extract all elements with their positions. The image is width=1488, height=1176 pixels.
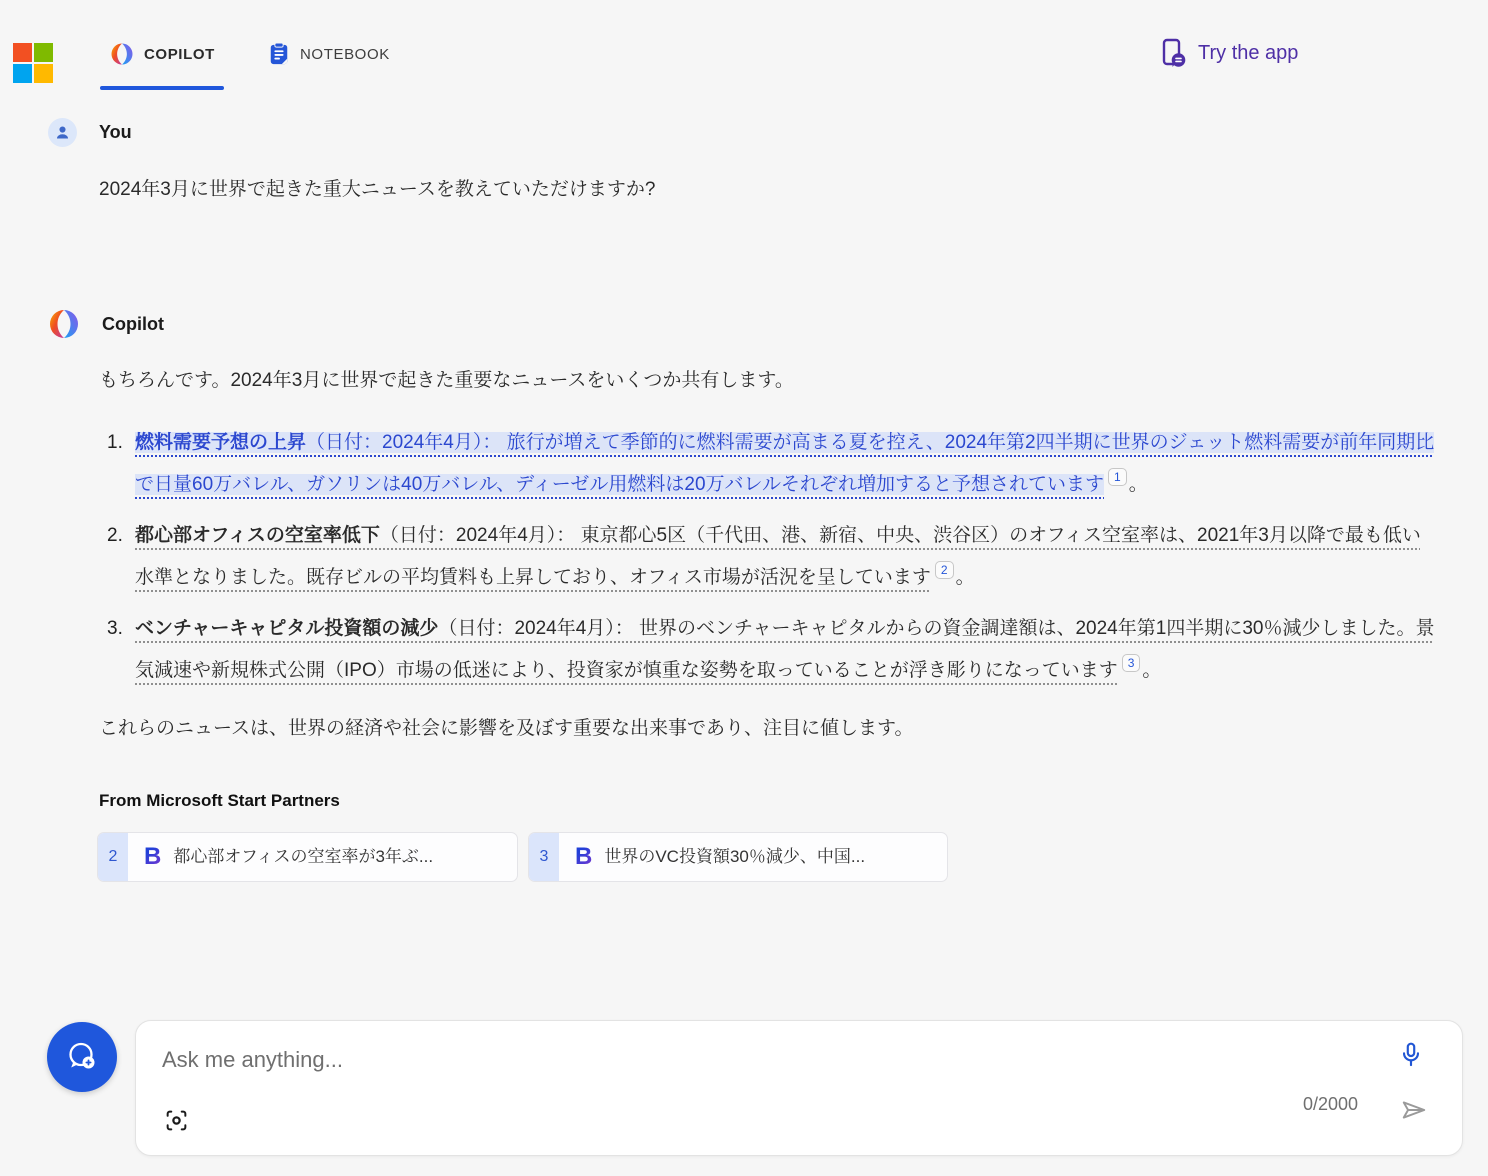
- news-text: ベンチャーキャピタル投資額の減少（日付：2024年4月）： 世界のベンチャーキャピタルからの資金調達額は、2024年第1四半期に30％減少しました。景気減速や新規株式公開（IPO）市場の低迷により、投資家が慎重な姿勢を取っていることが浮き彫りになっています: [135, 618, 1435, 681]
- active-tab-underline: [100, 86, 224, 90]
- new-topic-button[interactable]: [47, 1022, 117, 1092]
- visual-search-icon[interactable]: [164, 1108, 189, 1133]
- source-card[interactable]: [97, 832, 518, 882]
- ms-square-yellow: [34, 64, 53, 83]
- sources-title: From Microsoft Start Partners: [99, 791, 340, 810]
- list-item: 2. 都心部オフィスの空室率低下（日付：2024年4月）： 東京都心5区（千代田、港、新宿、中央、渋谷区）のオフィス空室率は、2021年3月以降で最も低い水準となりました。既存ビルの平均賃料も上昇しており、オフィス市場が活況を呈しています 2 。: [107, 515, 1435, 599]
- news-text: 都心部オフィスの空室率低下（日付：2024年4月）： 東京都心5区（千代田、港、新宿、中央、渋谷区）のオフィス空室率は、2021年3月以降で最も低い水準となりました。既存ビルの平均賃料も上昇しており、オフィス市場が活況を呈しています: [135, 525, 1421, 588]
- list-item-number: 2.: [107, 525, 123, 546]
- composer: [135, 1020, 1463, 1156]
- source-card-number: 3: [529, 833, 559, 881]
- news-link[interactable]: 燃料需要予想の上昇（日付：2024年4月）： 旅行が増えて季節的に燃料需要が高まる夏を控え、2024年第2四半期に世界のジェット燃料需要が前年同期比で日量60万バレル、ガソリンは40万バレル、ディーゼル用燃料は20万バレルそれぞれ増加すると予想されています: [135, 432, 1435, 495]
- ms-square-red: [13, 43, 32, 62]
- user-turn-header: [48, 118, 132, 147]
- source-card[interactable]: [528, 832, 948, 882]
- try-the-app-label: Try the app: [1198, 41, 1299, 64]
- user-name: You: [99, 122, 132, 142]
- user-message: 2024年3月に世界で起きた重大ニュースを教えていただけますか?: [99, 179, 656, 200]
- copilot-avatar-icon: [48, 308, 80, 340]
- list-item-number: 3.: [107, 618, 123, 639]
- citation-chip[interactable]: 2: [935, 561, 954, 579]
- citation-chip[interactable]: 1: [1108, 468, 1127, 486]
- copilot-name: Copilot: [102, 313, 164, 334]
- publisher-logo-icon: B: [144, 843, 162, 870]
- char-counter: 0/2000: [1302, 1094, 1358, 1114]
- tab-copilot[interactable]: [110, 42, 215, 66]
- microsoft-logo[interactable]: [13, 43, 53, 83]
- list-item: 3. ベンチャーキャピタル投資額の減少（日付：2024年4月）： 世界のベンチャーキャピタルからの資金調達額は、2024年第1四半期に30％減少しました。景気減速や新規株式公開（IPO）市場の低迷により、投資家が慎重な姿勢を取っていることが浮き彫りになっています 3 。: [107, 608, 1435, 692]
- copilot-response: [99, 366, 1435, 882]
- copilot-logo-icon: [110, 42, 134, 66]
- tab-notebook-label: NOTEBOOK: [300, 45, 390, 63]
- news-list: [107, 422, 1435, 692]
- source-card-title: 都心部オフィスの空室率が3年ぶ...: [173, 847, 434, 866]
- chat-input[interactable]: [162, 1039, 1312, 1081]
- ms-square-blue: [13, 64, 32, 83]
- copilot-turn-header: [48, 308, 164, 340]
- user-avatar-icon: [48, 118, 77, 147]
- response-closing: これらのニュースは、世界の経済や社会に影響を及ぼす重要な出来事であり、注目に値します。: [99, 718, 914, 739]
- phone-app-icon: [1160, 38, 1186, 68]
- tab-notebook[interactable]: [268, 42, 390, 66]
- source-card-title: 世界のVC投資額30％減少、中国...: [604, 847, 866, 866]
- send-icon[interactable]: [1400, 1097, 1428, 1123]
- response-intro: もちろんです。2024年3月に世界で起きた重要なニュースをいくつか共有します。: [99, 370, 794, 391]
- source-cards: [97, 832, 1435, 882]
- list-item-number: 1.: [107, 432, 123, 453]
- citation-chip[interactable]: 3: [1122, 654, 1141, 672]
- publisher-logo-icon: B: [575, 843, 593, 870]
- notebook-icon: [268, 42, 290, 66]
- try-the-app-link[interactable]: [1160, 38, 1298, 68]
- source-card-number: 2: [98, 833, 128, 881]
- list-item: 1. 燃料需要予想の上昇（日付：2024年4月）： 旅行が増えて季節的に燃料需要が高まる夏を控え、2024年第2四半期に世界のジェット燃料需要が前年同期比で日量60万バレル、ガソリンは40万バレル、ディーゼル用燃料は20万バレルそれぞれ増加すると予想されています 1 。: [107, 422, 1435, 506]
- tab-copilot-label: COPILOT: [144, 45, 215, 63]
- mic-icon[interactable]: [1398, 1041, 1424, 1071]
- new-topic-icon: [62, 1037, 102, 1077]
- ms-square-green: [34, 43, 53, 62]
